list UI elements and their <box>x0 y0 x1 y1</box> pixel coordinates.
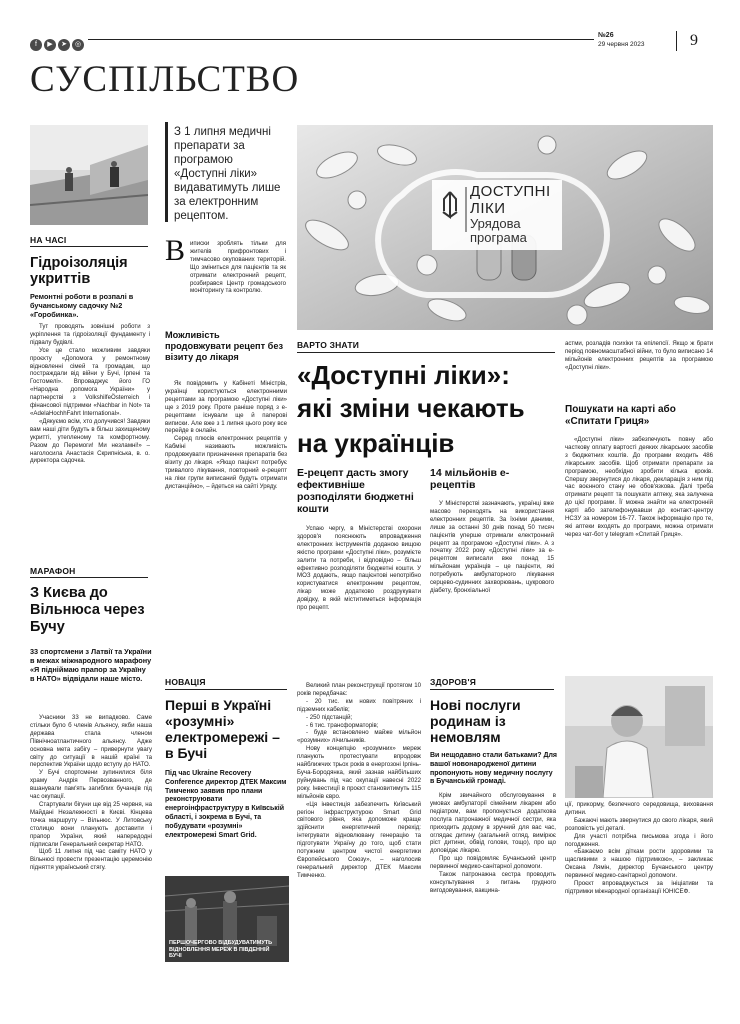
youtube-icon[interactable]: ▶ <box>44 39 56 51</box>
main-body-2 <box>430 500 554 595</box>
rubric-novatsia: НОВАЦІЯ <box>165 677 206 687</box>
instagram-icon[interactable]: ◎ <box>72 39 84 51</box>
rubric-varto-znaty: ВАРТО ЗНАТИ <box>297 340 360 350</box>
paragraph: У Бучі спортсмени зупинилися біля храму Андрія Первозванного, де вшанували пам'ять загиблих бучанців під час окупації. <box>30 769 152 801</box>
logo-line-3: Урядова <box>470 216 521 231</box>
section-title: СУСПІЛЬСТВО <box>30 59 300 100</box>
paragraph: «Доступні ліки» забезпечують повну або часткову оплату вартості деяких лікарських засобів з бюджетних коштів. До програми входить 486 лікарських засобів. Щоб отримати препарати за програмою, необхідно зробити кілька кроків. Спершу звернутися до лікаря, декларація з ним під час воєнного стану не обов'язкова. Далі треба отримати рецепт та пошукати аптеку, яка залучена до цієї програми. Її можна знайти на електронній карті або зателефонувавши до контакт-центру НСЗУ за номером 16-77. Також інформацію про те, які аптеки входять до програми, можна отримати через чат-бот у telegram «Спитай Гриця». <box>565 436 713 538</box>
dtek-photo <box>165 876 289 962</box>
paragraph: «Дякуємо всім, хто долучився! Завдяки вам наші діти будуть в більш захищеному укритті, утепленому та комфортному. Разом до Перемоги! Ми незламні!» – наголосила Анастасія Скрипніська, в. о. директора садочка. <box>30 417 150 465</box>
paragraph: Крім звичайного обслуговування в умовах амбулаторії сімейним лікарем або педіатром, вам пропонується додаткова послуга патронажної медичної сестри, яка приходить додому в зручний для вас час, оглядає дитину (загальний огляд, вимірює ріст дитини, обвід голови, тощо), про що доповідає лікарю. <box>430 792 556 855</box>
paragraph: Успаю чергу, в Міністерстві охорони здоров'я пояснюють впровадження електронних інструментів доданою вищою якістю програми «Доступні ліки», розумієте залити та потреби, і відповідно – більш ефективно розподіляти бюджетні кошти. У МОЗ додають, якщо пацієнтові непотрібно користуватися електронним рецептом, лікар може додатково роздрукувати довідку, в якій міститиметься інформація про рецепт. <box>297 525 421 612</box>
zdorovya-body-2 <box>565 801 713 896</box>
header-divider <box>676 31 677 51</box>
list-item: - 20 тис. км нових повітряних і підземних кабелів; <box>297 697 421 713</box>
main-body-1 <box>297 525 421 612</box>
rubric-rule <box>430 689 554 690</box>
paragraph: «Бажаємо всім діткам рости здоровими та щасливими з нашою підтримкою», – закликає Оксана Лямін, директор Бучанського центру первинної медико-санітарної допомоги. <box>565 848 713 880</box>
shelter-photo <box>30 125 148 225</box>
rubric-rule <box>297 352 555 353</box>
rubric-na-chasi: НА ЧАСІ <box>30 235 67 245</box>
list-item: - буде встановлено майже мільйон «розумних» лічильників. <box>297 729 421 745</box>
article-body-marafon <box>30 714 152 872</box>
paragraph: Нову концепцію «розумних» мереж планують протестувати впродовж найближчих трьох років в енергозоні Ірпінь-Буча-Бородянка, який зазнав найбільших руйнувань під час окупації навесні 2022 року. Інвестиції в проєкт становитимуть 115 мільйонів євро. <box>297 745 421 800</box>
article-lead-hydro: Ремонтні роботи в розпалі в бучанському садочку №2 «Горобинка». <box>30 292 134 319</box>
nurse-photo <box>565 676 713 798</box>
quote-bar <box>165 122 168 222</box>
paragraph: Про що повідомляє Бучанський центр первинної медико-санітарної допомоги. <box>430 855 556 871</box>
intro-body <box>165 380 287 491</box>
list-item: - 250 підстанцій; <box>306 713 353 721</box>
right-body-2 <box>565 436 713 539</box>
paragraph: Серед плюсів електронних рецептів у Кабміні називають можливість продовжувати призначення препаратів без візиту до лікаря. «Якщо пацієнт потребує тривалого лікування, повторний е-рецепт на ліки групи виписаний будуть отримати дистанційно», – йдеться на сайті Уряду. <box>165 435 287 490</box>
facebook-icon[interactable]: f <box>30 39 42 51</box>
paragraph: Щоб 11 липня під час саміту НАТО у Вільнюсі провести презентацію церемонію підняття український стягу. <box>30 848 152 872</box>
zdorovya-body-1 <box>430 792 556 895</box>
rubric-zdorovya: ЗДОРОВ'Я <box>430 677 477 687</box>
page-number: 9 <box>690 32 698 49</box>
article-title-hydro: Гідроізоляція укриттів <box>30 255 128 287</box>
article-body-hydro <box>30 323 150 465</box>
paragraph: Учасники 33 не випадково. Саме стільки було б членів Альянсу, якби наша держава стала членом Північноатлантичного альянсу. Адже основна мета забігу – привернути увагу світу до ситуації в нашій країні та перспектив України щодо вступу до НАТО. <box>30 714 152 769</box>
article-title-marafon: З Києва до Вільнюса через Бучу <box>30 585 145 635</box>
photo-caption: ПЕРШОЧЕРГОВО ВІДБУДУВАТИМУТЬ ВІДНОВЛЕННЯ МЕРЕЖ В ПІВДЕННІЙ БУЧІ <box>169 940 273 959</box>
article-lead-marafon: 33 спортсмени з Латвії та України в межах міжнародного марафону «Я підніймаю прапор за Україну в НАТО» відвідали наше місто. <box>30 647 152 683</box>
subhead-ebudget: Е-рецепт дасть змогу ефективніше розподіляти бюджетні кошти <box>297 467 414 515</box>
issue-number: №26 <box>598 32 614 39</box>
paragraph: «Ця інвестиція забезпечить Київський регіон інфраструктурою Smart Grid світового рівня, яка допоможе краще здійснити енергетичний перехід: інтегрувати відновлювану генерацію та підготувати Україну до того, щоб стати потужним центром чистої енергетики Європейського Союзу», – наголосив генеральний директор ДТЕК Максим Тимченко. <box>297 800 421 879</box>
main-title-line-2: які зміни чекають <box>297 393 525 423</box>
header-rule <box>88 39 594 40</box>
rubric-marafon: МАРАФОН <box>30 566 76 576</box>
logo-line-4: програма <box>470 230 527 245</box>
article-lead-zdorovya: Ви нещодавно стали батьками? Для вашої новонародженої дитини пропонують нову медичну послугу в Бучанській громаді. <box>430 752 557 786</box>
article-title-novatsia: Перші в Україні «розумні» електромережі – в Бучі <box>165 697 280 761</box>
paragraph: Усе це стало можливим завдяки проєкту «Допомога у ремонтному відновленні сімей та громадам, що постраждали від війни у Бучі, Ірпені та Гостомелі». Впроваджує його ГО «Народна допомога України» у партнерстві з VolkshilfeÖsterreich і фінансової підтримки «Nachbar in Not» та «AdelaHochhFahrt International». <box>30 346 150 417</box>
paragraph: Для участі потрібна письмова згода і його погодження. <box>565 832 713 848</box>
intro-paragraph: иписки зроблять тільки для жителів прифронтових і тимчасово окупованих територій. Що зміниться для пацієнтів та як отримати електронний рецепт, розбирався Центр громадського моніторингу та контролю. <box>190 240 286 295</box>
logo-line-2: ЛІКИ <box>470 200 506 217</box>
paragraph: Стартували бігуни ще від 25 червня, на Майдані Незалежності в Києві. Кінцева точка маршруту – Вільнюс. У Литовську столицю вони планують доставити і прапор України, який напередодні підписали Генеральний секретар НАТО. <box>30 800 152 848</box>
paragraph: Проєкт впроваджується за ініціативи та підтримки міжнародної організації ЮНІСЕФ. <box>565 880 713 895</box>
drop-cap: В <box>165 234 186 267</box>
paragraph: Також патронажна сестра проводить консультування з питань грудного вигодовування, вакцина- <box>430 871 556 894</box>
article-title-zdorovya: Нові послуги родинам із немовлям <box>430 697 521 745</box>
paragraph: Великий план реконструкції протягом 10 років передбачає: <box>297 682 421 697</box>
article-lead-novatsia: Під час Ukraine Recovery Conference директор ДТЕК Максим Тимченко заявив про плани реконструювати енергоінфраструктуру в Київській області, і зокрема в Бучі, та побудувати «розумні» електромережі Smart Grid. <box>165 770 287 839</box>
list-item: - 6 тис. трансформаторів; <box>306 721 379 729</box>
paragraph: Як повідомить у Кабінеті Міністрів, українці користуються електронними рецептами за програмою «Доступні ліки» ще з 2019 року. Проте раніше поряд з е-рецептами існували ще й паперові виписки. Але вже з 1 липня цього року все перейде в онлайн. <box>165 380 287 435</box>
novatsia-body <box>297 682 421 880</box>
rubric-rule <box>30 577 148 578</box>
subhead-renew: Можливість продовжувати рецепт без візиту до лікаря <box>165 330 284 362</box>
paragraph: ції, прикорму, безпечного середовища, виховання дитини. <box>565 801 713 816</box>
social-icons <box>30 33 86 51</box>
logo-line-1: ДОСТУПНІ <box>470 183 551 200</box>
rubric-rule <box>30 246 148 247</box>
right-body-1 <box>565 340 713 372</box>
subhead-14m: 14 мільйонів е-рецептів <box>430 467 510 491</box>
paragraph: Бажаючі мають звернутися до свого лікаря, який розповість усі деталі. <box>565 816 713 832</box>
subhead-map: Пошукати на карті або «Спитати Гриця» <box>565 404 676 427</box>
paragraph: У Міністерстві зазначають, українці вже масово переходять на використання електронних рецептів. За їхніми даними, лише за останні 30 днів понад 50 тисяч пацієнтів уперше отримали електронний рецепт за програмою «Доступні ліки». А з початку 2022 року «Доступні ліки» за е-рецептом виписали вже понад 15 мільйонам українців – це пацієнти, які потребують амбулаторного лікування серцево-судинних захворювань, цукрового діабету, бронхіальної <box>430 500 554 594</box>
issue-date: 29 червня 2023 <box>598 41 645 48</box>
main-title-line-1: «Доступні ліки»: <box>297 360 510 390</box>
paragraph: астми, розладів психіки та епілепсії. Якщо ж брати період повномасштабної війни, то було виписано 14 мільйонів електронних рецептів за програмою «Доступні ліки». <box>565 340 713 371</box>
telegram-icon[interactable]: ➤ <box>58 39 70 51</box>
main-title-line-3: на українців <box>297 428 455 458</box>
rubric-rule <box>165 689 287 690</box>
paragraph: Тут проводять зовнішні роботи з укріплення та гідроізоляції фундаменту і підвалу будівлі. <box>30 323 150 346</box>
pull-quote: З 1 липня медичні препарати за програмою «Доступні ліки» видаватимуть лише за електронним рецептом. <box>174 126 281 222</box>
